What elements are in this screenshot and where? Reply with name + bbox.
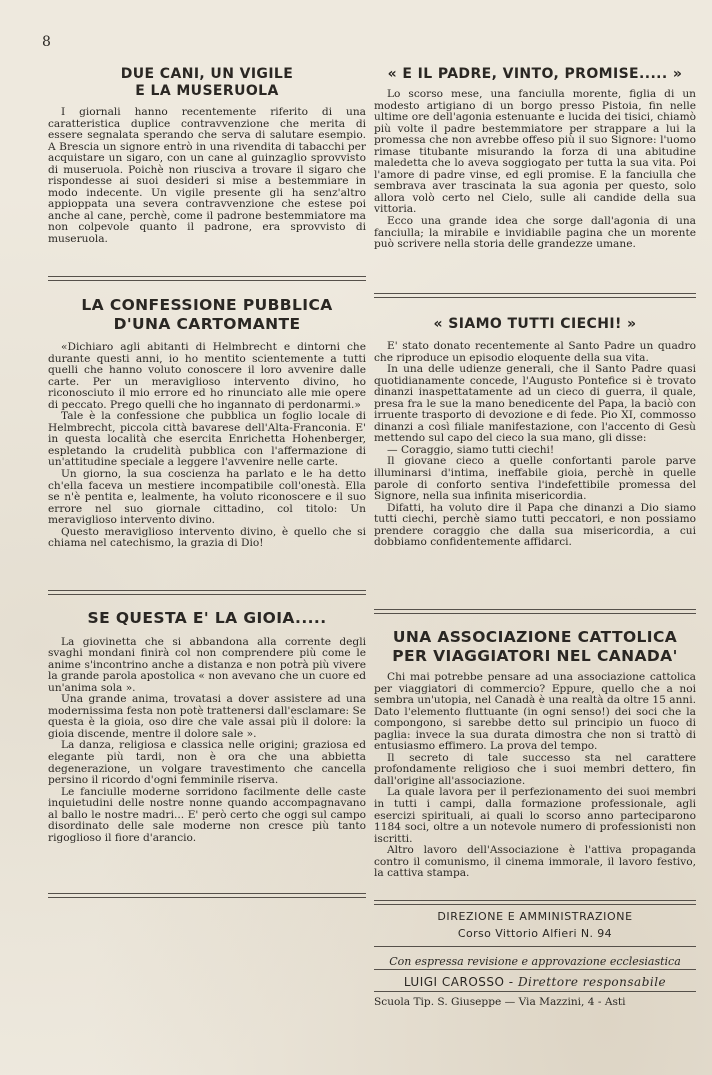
paragraph: Lo scorso mese, una fanciulla morente, figlia di un modesto artigiano di un borgo presso Pistoia, fin nelle ultime ore dell'agonia estenuante e lucida dei tisici, chiamò più volte il padre bestemmiatore per strappare a lui la promessa che non avrebbe offeso più il suo Signore: l'uomo rimase titubante misurando la forza di una abitudine maledetta che lo aveva soggiogato per tutta la sua vita. Poi l'amore di padre vinse, ed egli promise. E la fanciulla che sembrava aver trascinata la sua agonia per questo, solo allora volò certo nel Cielo, sulle ali candide della sua vittoria. <box>374 88 696 216</box>
footer-rule <box>374 991 696 992</box>
footer-director <box>374 975 696 989</box>
article-body <box>374 341 696 549</box>
paragraph: Ecco una grande idea che sorge dall'agonia di una fanciulla; la mirabile e invidiabile pagina che un morente può scrivere nella storia delle grandezze umane. <box>374 215 696 251</box>
article-siamo-ciechi <box>374 316 696 549</box>
paragraph: La quale lavora per il perfezionamento dei suoi membri in tutti i campi, dalla formazione professionale, agli esercizi spirituali, ai quali lo scorso anno parteciparono 1184 soci, oltre a un notevole numero di professionisti non iscritti. <box>374 786 696 845</box>
column-divider-rule <box>374 900 696 905</box>
article-padre-promise <box>374 66 696 251</box>
title-line-1: SE QUESTA E' LA GIOIA..... <box>87 609 327 627</box>
paragraph: Il secreto di tale successo sta nel carattere profondamente religioso che i suoi membri dettero, fin dall'origine all'associazione. <box>374 751 696 787</box>
title-line-1: UNA ASSOCIAZIONE CATTOLICA <box>392 628 678 646</box>
footer-approval: Con espressa revisione e approvazione ecclesiastica <box>389 955 681 968</box>
paragraph: E' stato donato recentemente al Santo Padre un quadro che riproduce un episodio eloquente della sua vita. <box>374 340 696 364</box>
article-body <box>374 89 696 251</box>
paragraph: In una delle udienze generali, che il Santo Padre quasi quotidianamente concede, l'Augusto Pontefice si è trovato dinanzi inaspettatamente ad un cieco di guerra, il quale, presa fra le sue la mano benedicente del Papa, la baciò con irruente trasporto di devozione e di fede. Pio XI, commosso dinanzi a così filiale manifestazione, con l'accento di Gesù mettendo sul capo del cieco la sua mano, gli disse: <box>374 363 696 445</box>
title-line-1: DUE CANI, UN VIGILE <box>120 66 294 82</box>
column-divider-rule <box>374 609 696 614</box>
director-name: LUIGI CAROSSO <box>403 975 505 989</box>
article-title <box>374 66 696 83</box>
article-title <box>48 609 366 628</box>
column-divider-rule <box>374 293 696 298</box>
footer-direction: DIREZIONE E AMMINISTRAZIONE <box>437 910 633 923</box>
paragraph: Tale è la confessione che pubblica un foglio locale di Helmbrecht, piccola città bavarese dell'Alta-Franconia. E' in questa località che esercita Enrichetta Hohenberger, espletando la crudelità pubblica con l'affermazione di un'attitudine speciale a leggere l'avvenire nelle carte. <box>48 410 366 469</box>
paragraph: — Coraggio, siamo tutti ciechi! <box>387 443 555 456</box>
paragraph: I giornali hanno recentemente riferito di una caratteristica duplice contravvenzione che merita di essere segnalata sperando che serva di salutare esempio. A Brescia un signore entrò in una rivendita di tabacchi per acquistare un sigaro, con un cane al guinzaglio sprovvisto di museruola. Poichè non riusciva a trovare il sigaro che rispondesse ai suoi desideri si mise a bestemmiare in modo indecente. Un vigile presente gli ha senz'altro appioppata una severa contravvenzione che estese poi anche al cane, perchè, come il padrone bestemmiatore ma non colpevole quanto il padrone, era sprovvisto di museruola. <box>48 106 366 246</box>
director-role: Direttore responsabile <box>517 975 667 989</box>
paragraph: Il giovane cieco a quelle confortanti parole parve illuminarsi d'intima, ineffabile gioia, perchè in quelle parole di conforto sentiva l'indefettibile promessa del Signore, nella sua infinita misericordia. <box>374 455 696 503</box>
article-title <box>374 316 696 333</box>
footer-address: Corso Vittorio Alfieri N. 94 <box>457 927 613 940</box>
article-body <box>374 672 696 880</box>
paragraph: «Dichiaro agli abitanti di Helmbrecht e dintorni che durante questi anni, io ho mentito scientemente a tutti quelli che hanno voluto conoscere il loro avvenire dalle carte. Per un meraviglioso intervento divino, ho riconosciuto il mio errore ed ho rinunciato alle mie opere di peccato. Prego quelli che ho ingannato di perdonarmi.» <box>48 341 366 411</box>
title-line-1: « SIAMO TUTTI CIECHI! » <box>433 316 637 332</box>
article-confessione <box>48 296 366 550</box>
title-line-1: « E IL PADRE, VINTO, PROMISE..... » <box>387 66 683 82</box>
paragraph: Altro lavoro dell'Associazione è l'attiva propaganda contro il comunismo, il cinema immorale, il lavoro festivo, la cattiva stampa. <box>374 844 696 880</box>
paragraph: La giovinetta che si abbandona alla corrente degli svaghi mondani finirà col non comprendere più come le anime s'incontrino anche a distanza e non potrà più vivere la grande parola apostolica « non avevano che un cuore ed un'anima sola ». <box>48 635 366 694</box>
article-se-questa <box>48 609 366 844</box>
article-title <box>374 628 696 665</box>
paragraph: La danza, religiosa e classica nelle origini; graziosa ed elegante più tardi, non è ora che una abbietta degenerazione, un volgare travestimento che cancella persino il ricordo d'ogni femminile riserva. <box>48 739 366 787</box>
article-body <box>48 342 366 550</box>
paragraph: Difatti, ha voluto dire il Papa che dinanzi a Dio siamo tutti ciechi, perchè siamo tutti peccatori, e non possiamo prendere coraggio che dalla sua misericordia, a cui dobbiamo confidentemente affidarci. <box>374 501 696 549</box>
page-number: 8 <box>42 34 51 50</box>
article-title <box>48 296 366 333</box>
paragraph: Chi mai potrebbe pensare ad una associazione cattolica per viaggiatori di commercio? Eppure, quello che a noi sembra un'utopia, nel Canadà è una realtà da oltre 15 anni. Dato l'elemento fluttuante (in ogni senso!) dei soci che la compongono, si sarebbe detto sul principio un fuoco di paglia: invece la sua durata dimostra che non si trattò di entusiasmo effimero. La prova del tempo. <box>374 671 696 753</box>
paragraph: Una grande anima, trovatasi a dover assistere ad una modernissima festa non potè trattenersi dall'esclamare: Se questa è la gioia, oso dire che vale assai più il dolore: la gioia discende, mentre il dolore sale ». <box>48 693 366 740</box>
title-line-1: LA CONFESSIONE PUBBLICA <box>81 296 333 314</box>
paragraph: Un giorno, la sua coscienza ha parlato e le ha detto ch'ella faceva un mestiere incompatibile coll'onestà. Ella se n'è pentita e, lealmente, ha voluto riconoscere e il suo errore nel suo giornale cittadino, col titolo: Un meraviglioso intervento divino. <box>48 468 366 527</box>
title-line-2: PER VIAGGIATORI NEL CANADA' <box>392 646 678 665</box>
article-due-cani <box>48 66 366 246</box>
footer-rule <box>374 969 696 970</box>
director-separator: - <box>508 975 518 989</box>
footer-printer: Scuola Tip. S. Giuseppe — Via Mazzini, 4 - Asti <box>374 996 626 1008</box>
paragraph: Le fanciulle moderne sorridono facilmente delle caste inquietudini delle nostre nonne quando accompagnavano al ballo le nostre madri... E' però certo che oggi sul campo disordinato delle sale moderne non cresce più tanto rigoglioso il fiore d'arancio. <box>48 785 366 844</box>
column-divider-rule <box>48 590 366 595</box>
article-associazione-canada <box>374 628 696 880</box>
column-divider-rule <box>48 276 366 281</box>
article-title <box>48 66 366 100</box>
footer-rule <box>374 946 696 947</box>
title-line-2: D'UNA CARTOMANTE <box>113 314 301 333</box>
title-line-2: E LA MUSERUOLA <box>135 83 279 99</box>
article-body <box>48 637 366 845</box>
article-body <box>48 107 366 246</box>
column-divider-rule <box>48 893 366 898</box>
paragraph: Questo meraviglioso intervento divino, è quello che si chiama nel catechismo, la grazia di Dio! <box>48 525 366 550</box>
